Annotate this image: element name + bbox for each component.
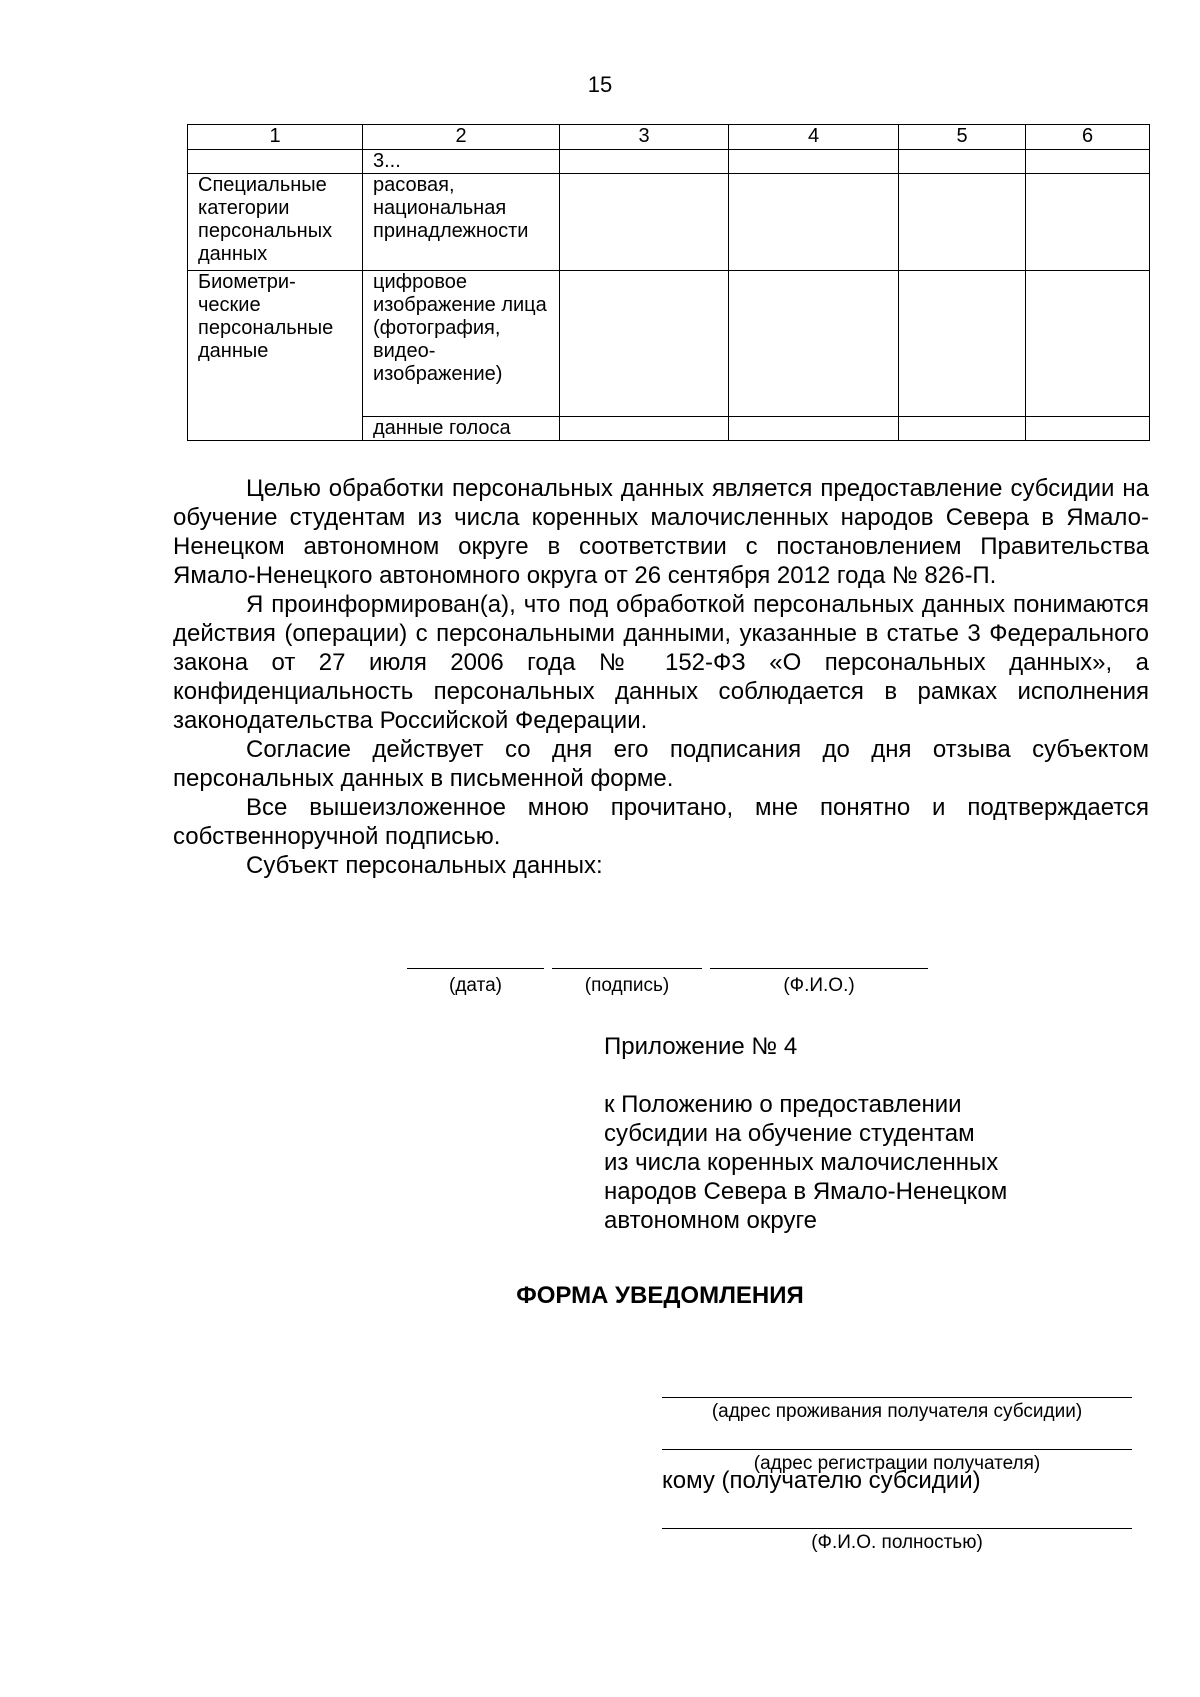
table-cell	[729, 150, 899, 174]
table-cell	[560, 417, 729, 441]
column-header: 4	[729, 125, 899, 150]
appendix-line: автономном округе	[604, 1207, 818, 1234]
column-header: 5	[899, 125, 1026, 150]
table-cell	[188, 150, 363, 174]
column-header: 2	[363, 125, 560, 150]
table-cell	[899, 174, 1026, 271]
registration-address-caption: (адрес регистрации получателя)	[753, 1453, 1041, 1474]
date-caption: (дата)	[449, 975, 502, 996]
appendix-line: субсидии на обучение студентам	[604, 1120, 975, 1147]
signature-block	[407, 968, 917, 1008]
table-cell	[1026, 174, 1150, 271]
subject-label: Субъект персональных данных:	[246, 852, 603, 879]
to-whom-label: кому (получателю субсидии)	[662, 1467, 981, 1494]
table-cell	[899, 417, 1026, 441]
residence-address-line	[662, 1397, 1132, 1398]
personal-data-table	[187, 124, 1150, 441]
appendix-reference	[604, 1090, 1164, 1235]
signature-field	[552, 968, 702, 997]
table-cell	[899, 271, 1026, 417]
table-cell	[729, 271, 899, 417]
table-cell	[729, 174, 899, 271]
appendix-title: Приложение № 4	[604, 1033, 798, 1060]
table-row	[188, 150, 1150, 174]
form-title: ФОРМА УВЕДОМЛЕНИЯ	[516, 1282, 804, 1309]
signature-caption: (подпись)	[584, 975, 670, 996]
fio-field	[710, 968, 928, 997]
residence-address-caption: (адрес проживания получателя субсидии)	[711, 1401, 1083, 1422]
appendix-line: к Положению о предоставлении	[604, 1091, 962, 1118]
column-header: 1	[188, 125, 363, 150]
table-cell: Специальные категории персональных данных	[188, 174, 363, 271]
table-cell	[560, 150, 729, 174]
table-cell	[1026, 150, 1150, 174]
table-cell	[560, 271, 729, 417]
table-cell: цифровое изображение лица (фотография, видео-изображение)	[363, 271, 560, 417]
table-cell	[729, 417, 899, 441]
validity-paragraph: Согласие действует со дня его подписания до дня отзыва субъектом персональных данных в письменной форме.	[173, 736, 1149, 792]
appendix-line: из числа коренных малочисленных	[604, 1149, 999, 1176]
date-field	[407, 968, 544, 997]
fio-caption: (Ф.И.О.)	[783, 975, 855, 996]
appendix-line: народов Севера в Ямало-Ненецком	[604, 1178, 1008, 1205]
table-cell	[899, 150, 1026, 174]
table-cell: расовая, национальная принадлежности	[363, 174, 560, 271]
processing-paragraph: Я проинформирован(а), что под обработкой персональных данных понимаются действия (операции) с персональными данными, указанные в статье 3 Федерального закона от 27 июля 2006 года № 152-ФЗ «О персональных данных», а конфиденциальность персональных данных соблюдается в рамках исполнения законодательства Российской Федерации.	[173, 591, 1149, 734]
table-header-row	[188, 125, 1150, 150]
confirmation-paragraph: Все вышеизложенное мною прочитано, мне понятно и подтверждается собственноручной подписью.	[173, 794, 1149, 850]
purpose-paragraph: Целью обработки персональных данных является предоставление субсидии на обучение студентам из числа коренных малочисленных народов Севера в Ямало-Ненецком автономном округе в соответствии с постановлением Правительства Ямало-Ненецкого автономного округа от 26 сентября 2012 года № 826-П.	[173, 475, 1149, 589]
table-cell	[1026, 417, 1150, 441]
table-row	[188, 271, 1150, 417]
table-row	[188, 174, 1150, 271]
column-header: 3	[560, 125, 729, 150]
consent-text	[173, 474, 1149, 880]
table-cell: 3...	[363, 150, 560, 174]
table-cell	[560, 174, 729, 271]
recipient-fio-line	[662, 1528, 1132, 1529]
column-header: 6	[1026, 125, 1150, 150]
recipient-fio-caption: (Ф.И.О. полностью)	[811, 1532, 983, 1553]
table-cell	[1026, 271, 1150, 417]
table-cell: данные голоса	[363, 417, 560, 441]
page-number: 15	[587, 72, 613, 97]
table-cell: Биометри-ческие персональные данные	[188, 271, 363, 441]
registration-address-line	[662, 1449, 1132, 1450]
